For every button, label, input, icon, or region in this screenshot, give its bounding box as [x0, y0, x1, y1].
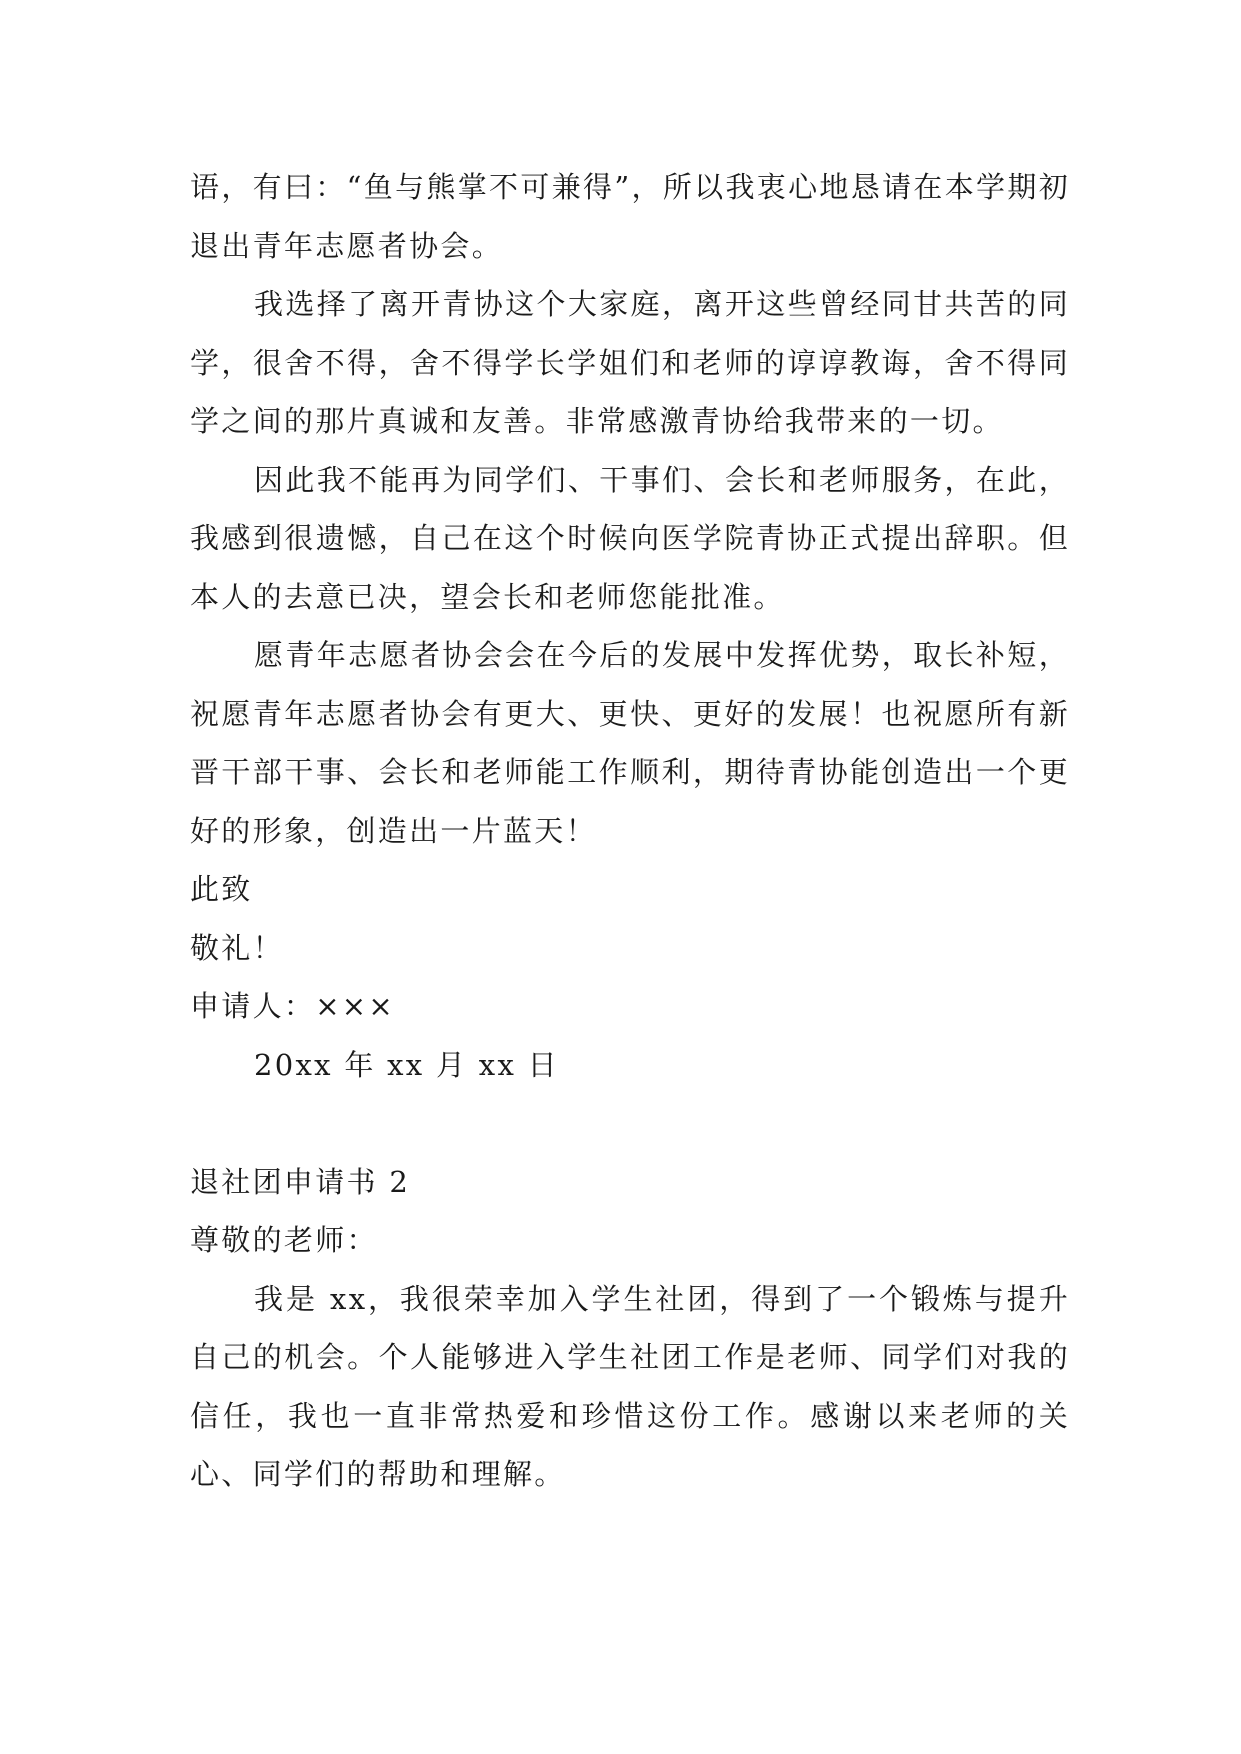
salutation: 尊敬的老师： — [190, 1223, 378, 1257]
section-title: 退社团申请书 2 — [190, 1164, 411, 1199]
letter1-paragraph-continued: 语，有曰：“鱼与熊掌不可兼得”，所以我衷心地恳请在本学期初退出青年志愿者协会。 — [190, 170, 1070, 263]
letter2-paragraph: 我是 xx，我很荣幸加入学生社团，得到了一个锻炼与提升自己的机会。个人能够进入学生社团工作是老师、同学们对我的信任，我也一直非常热爱和珍惜这份工作。感谢以来老师的关心、同学们的帮助和理解。 — [190, 1281, 1070, 1491]
document-body — [190, 158, 1070, 1504]
section-spacer — [190, 1094, 1070, 1153]
closing-line-1: 此致 — [190, 872, 253, 906]
letter-date: 20xx 年 xx 月 xx 日 — [254, 1047, 559, 1082]
closing-line-2: 敬礼！ — [190, 930, 284, 965]
letter1-paragraph: 愿青年志愿者协会会在今后的发展中发挥优势，取长补短，祝愿青年志愿者协会有更大、更快、更好的发展！也祝愿所有新晋干部干事、会长和老师能工作顺利，期待青协能创造出一个更好的形象，创造出一片蓝天！ — [190, 638, 1070, 848]
applicant-signature: 申请人：××× — [190, 989, 395, 1023]
letter1-paragraph: 因此我不能再为同学们、干事们、会长和老师服务，在此，我感到很遗憾，自己在这个时候向医学院青协正式提出辞职。但本人的去意已决，望会长和老师您能批准。 — [190, 462, 1070, 614]
letter1-paragraph: 我选择了离开青协这个大家庭，离开这些曾经同甘共苦的同学，很舍不得，舍不得学长学姐们和老师的谆谆教诲，舍不得同学之间的那片真诚和友善。非常感激青协给我带来的一切。 — [190, 287, 1070, 438]
